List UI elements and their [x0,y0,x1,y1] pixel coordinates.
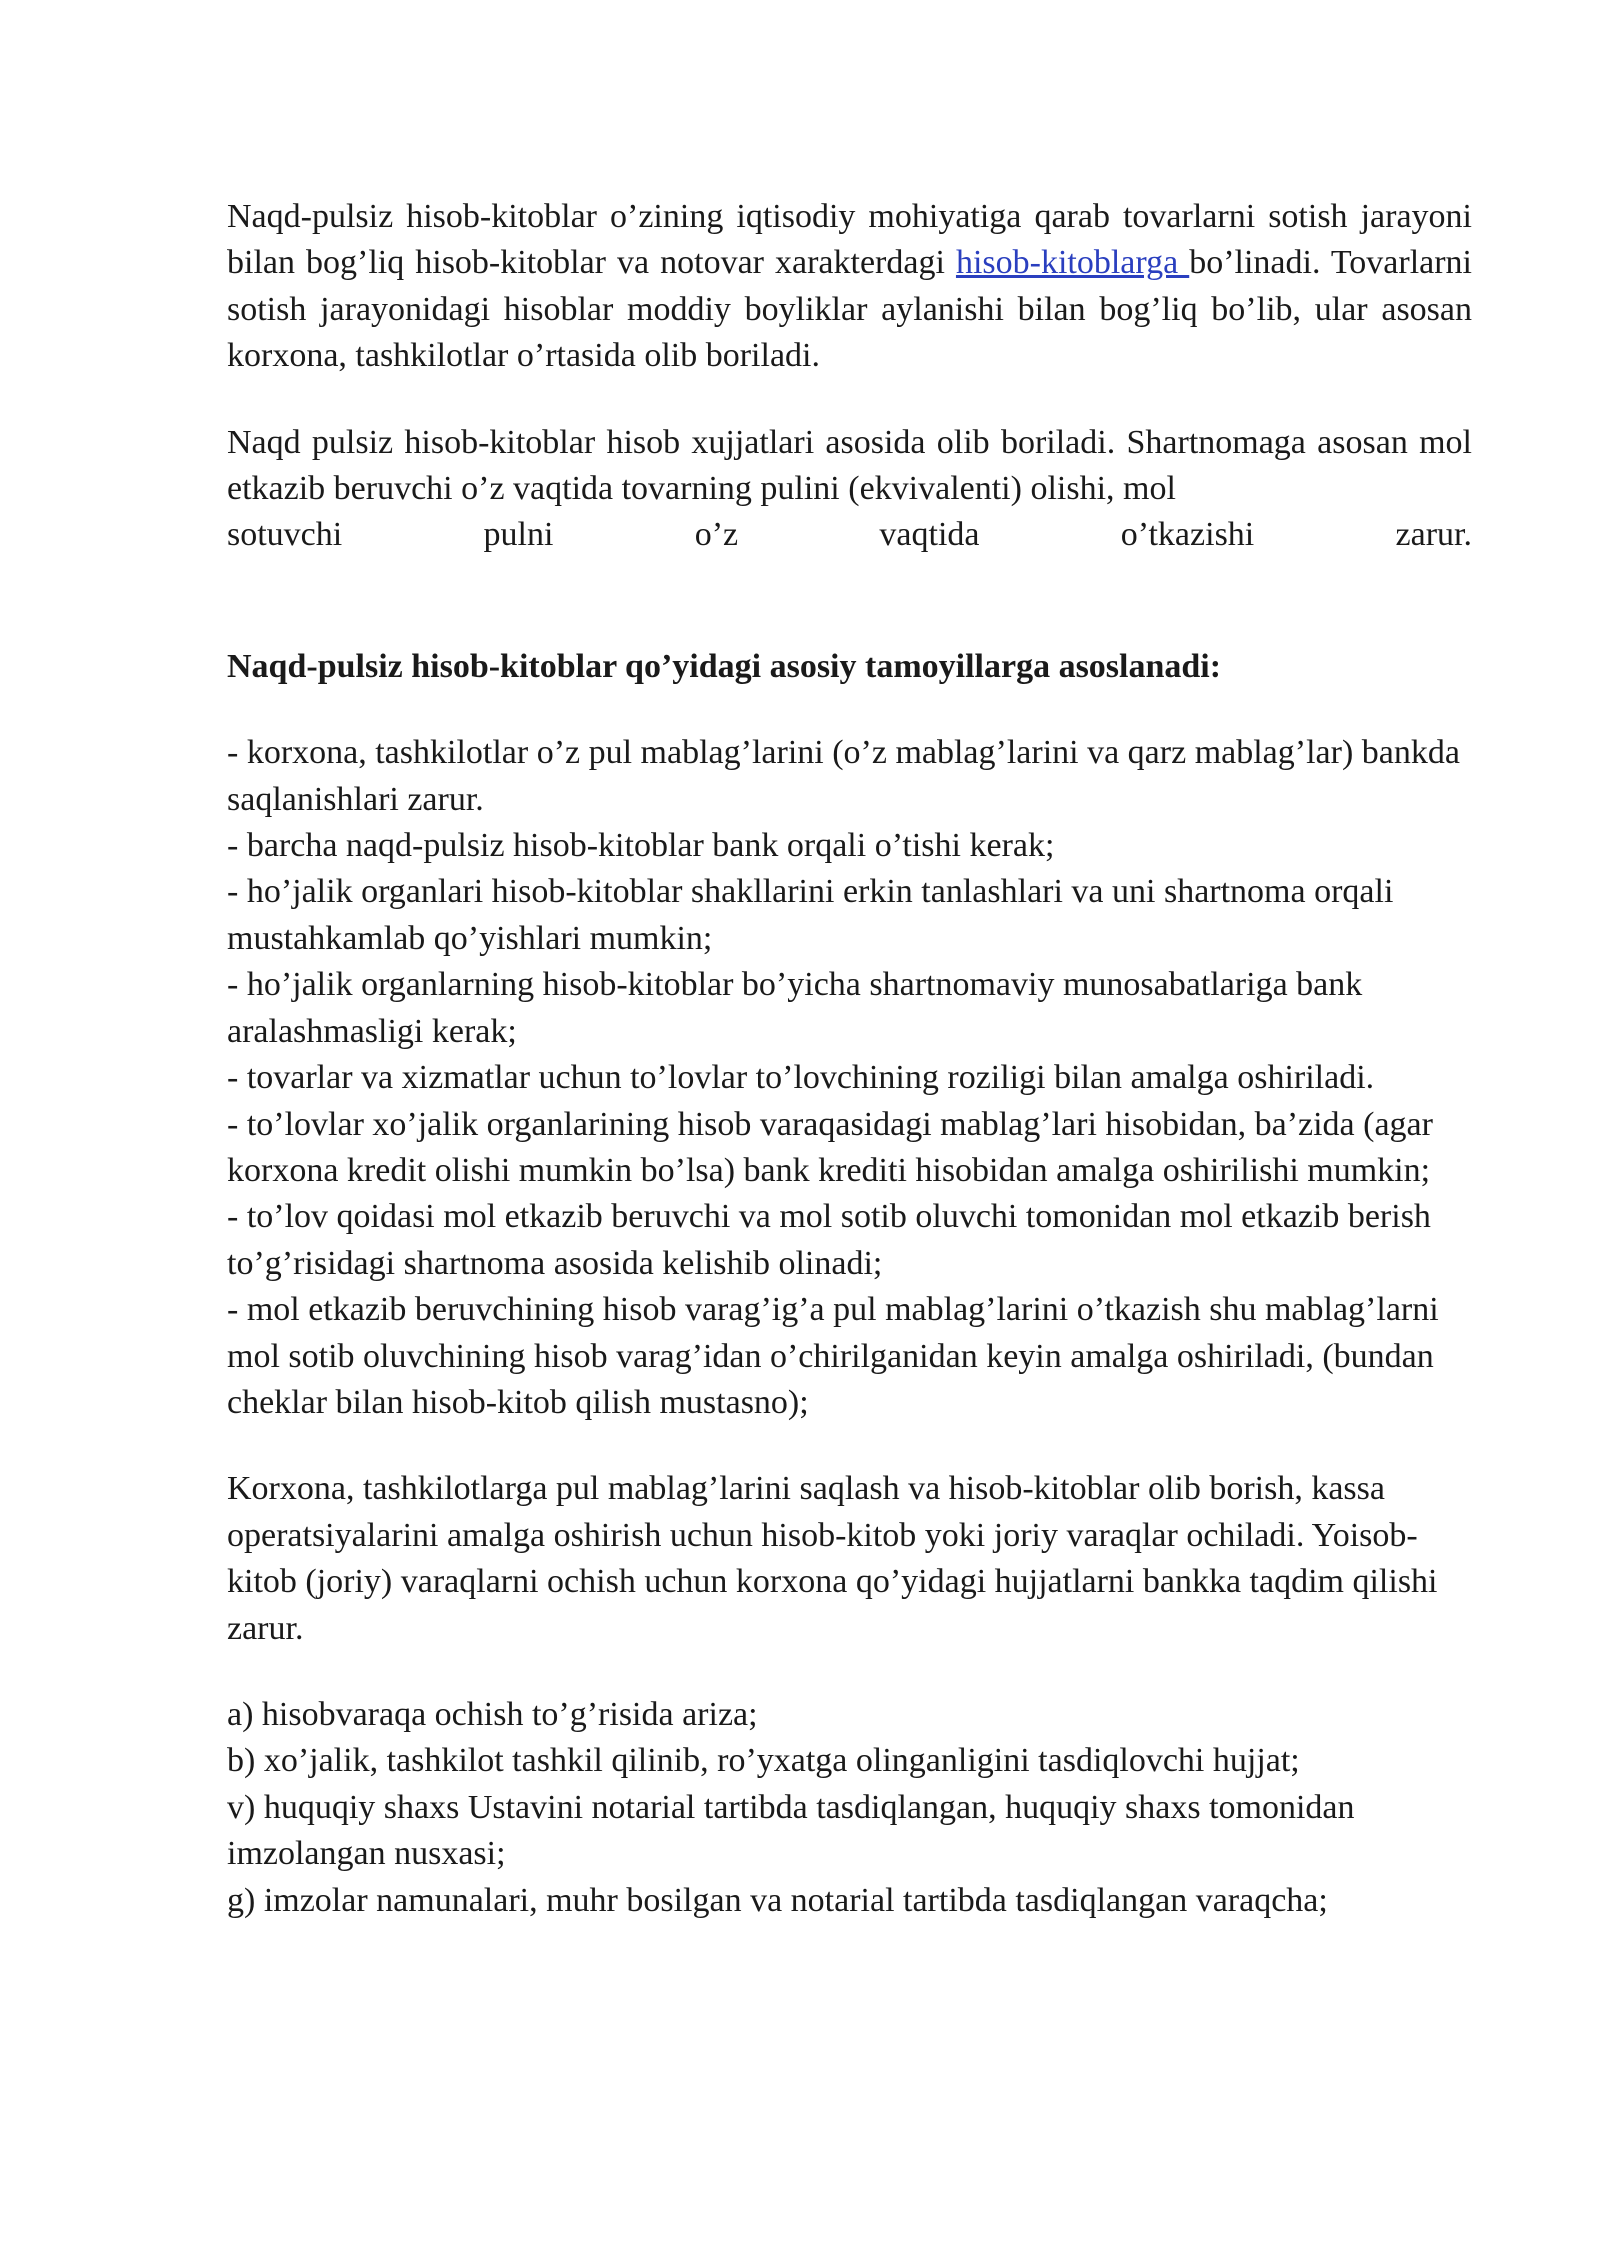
paragraph-intro-text-end: bo’linadi. Tovarlarni sotish jarayonidagi hisoblar moddiy boyliklar aylanishi bilan bog’liq bo’lib, ular asosan korxona, tashkilotlar o’rtasida olib boriladi. [227,244,1472,375]
spacer [227,1426,1472,1466]
spacer [227,559,1472,644]
paragraph-intro [227,194,1472,380]
list-item: - to’lov qoidasi mol etkazib beruvchi va mol sotib oluvchi tomonidan mol etkazib berish to’g’risidagi shartnoma asosida kelishib olinadi; [227,1198,1431,1282]
paragraph-intro-text: Naqd-pulsiz hisob-kitoblar o’zining iqtisodiy mohiyatiga qarab tovarlarni sotish jarayoni bilan bog’liq hisob-kitoblar va notovar xarakterdagi [227,198,1472,282]
list-item: b) xo’jalik, tashkilot tashkil qilinib, ro’yxatga olinganligini tasdiqlovchi hujjat; [227,1742,1300,1780]
paragraph-accounts: Korxona, tashkilotlarga pul mablag’larini saqlash va hisob-kitoblar olib borish, kassa operatsiyalarini amalga oshirish uchun hisob-kitob yoki joriy varaqlar ochiladi. Yoisob-kitob (joriy) varaqlarni ochish uchun korxona qo’yidagi hujjatlarni bankka taqdim qilishi zarur. [227,1470,1438,1647]
list-item: a) hisobvaraqa ochish to’g’risida ariza; [227,1695,758,1733]
paragraph-settlement-basis [227,420,1472,513]
paragraph-settlement-basis-text: Naqd pulsiz hisob-kitoblar hisob xujjatlari asosida olib boriladi. Shartnomaga asosan mol etkazib beruvchi o’z vaqtida tovarning pulini (ekvivalenti) olishi, mol [227,423,1472,508]
list-item: - barcha naqd-pulsiz hisob-kitoblar bank orqali o’tishi kerak; [227,827,1055,865]
section-heading: Naqd-pulsiz hisob-kitoblar qo’yidagi asosiy tamoyillarga asoslanadi: [227,647,1222,685]
list-item: - ho’jalik organlari hisob-kitoblar shakllarini erkin tanlashlari va uni shartnoma orqali mustahkamlab qo’yishlari mumkin; [227,873,1394,957]
list-item: - ho’jalik organlarning hisob-kitoblar bo’yicha shartnomaviy munosabatlariga bank aralashmasligi kerak; [227,966,1363,1050]
spacer [227,1652,1472,1692]
list-item: v) huquqiy shaxs Ustavini notarial tartibda tasdiqlangan, huquqiy shaxs tomonidan imzolangan nusxasi; [227,1788,1355,1873]
spacer [227,380,1472,420]
list-item: g) imzolar namunalari, muhr bosilgan va notarial tartibda tasdiqlangan varaqcha; [227,1881,1328,1919]
paragraph-settlement-basis-last-line: sotuvchi pulni o’z vaqtida o’tkazishi zarur. [227,516,1472,554]
principles-list [227,730,1472,1426]
spacer [227,690,1472,730]
list-item: - to’lovlar xo’jalik organlarining hisob varaqasidagi mablag’lari hisobidan, ba’zida (agar korxona kredit olishi mumkin bo’lsa) bank krediti hisobidan amalga oshirilishi mumkin; [227,1105,1433,1189]
list-item: - tovarlar va xizmatlar uchun to’lovlar to’lovchining roziligi bilan amalga oshiriladi. [227,1059,1375,1097]
list-item: - korxona, tashkilotlar o’z pul mablag’larini (o’z mablag’larini va qarz mablag’lar) bankda saqlanishlari zarur. [227,734,1460,818]
document-page [227,194,1472,1924]
hisob-kitoblarga-link[interactable]: hisob-kitoblarga [955,244,1190,282]
list-item: - mol etkazib beruvchining hisob varag’ig’a pul mablag’larini o’tkazish shu mablag’larni mol sotib oluvchining hisob varag’idan o’chirilganidan keyin amalga oshiriladi, (bundan cheklar bilan hisob-kitob qilish mustasno); [227,1291,1439,1421]
documents-list [227,1692,1472,1924]
